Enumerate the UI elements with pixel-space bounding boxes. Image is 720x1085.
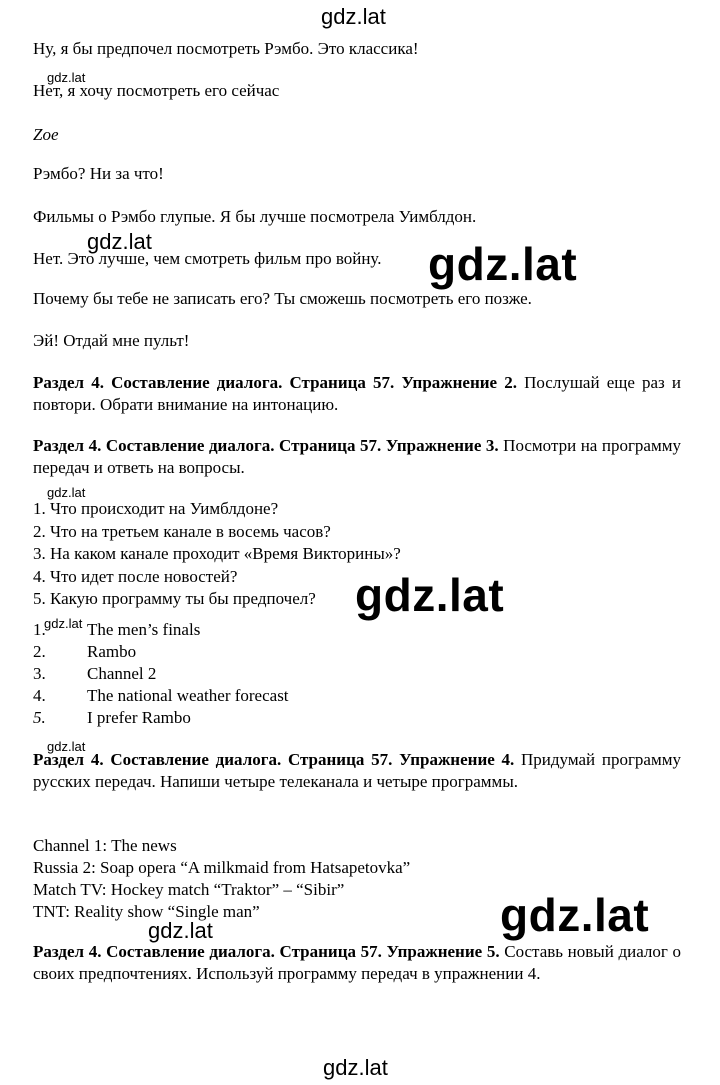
exercise-heading: Раздел 4. Составление диалога. Страница 57. Упражнение 4. xyxy=(33,750,515,769)
exercise-heading: Раздел 4. Составление диалога. Страница 57. Упражнение 5. xyxy=(33,942,500,961)
watermark: gdz.lat xyxy=(47,70,86,85)
dialogue-line: Нет. Это лучше, чем смотреть фильм про войну. xyxy=(33,249,382,268)
dialogue-line: Почему бы тебе не записать его? Ты сможешь посмотреть его позже. xyxy=(33,289,532,308)
watermark: gdz.lat xyxy=(428,238,578,290)
speaker-name: Zoe xyxy=(33,125,59,144)
exercise-4 xyxy=(33,749,681,793)
question-item: 1. Что происходит на Уимблдоне? xyxy=(33,499,279,518)
exercise-instruction: Послушай еще раз и повтори. Обрати внимание на интонацию. xyxy=(33,373,681,414)
answer-item: 2. Rambo xyxy=(33,642,137,661)
exercise-instruction: Посмотри на программу передач и ответь на вопросы. xyxy=(33,436,681,477)
watermark: gdz.lat xyxy=(323,1055,388,1080)
dialogue-line: Нет, я хочу посмотреть его сейчас xyxy=(33,81,280,100)
channel-line: Match TV: Hockey match “Traktor” – “Sibir” xyxy=(33,880,345,899)
watermark: gdz.lat xyxy=(87,229,152,254)
dialogue-line: Фильмы о Рэмбо глупые. Я бы лучше посмотрела Уимблдон. xyxy=(33,207,477,226)
exercise-3 xyxy=(33,435,681,479)
channel-line: Russia 2: Soap opera “A milkmaid from Hatsapetovka” xyxy=(33,858,411,877)
dialogue-line: Эй! Отдай мне пульт! xyxy=(33,331,190,350)
question-item: 5. Какую программу ты бы предпочел? xyxy=(33,589,316,608)
question-item: 4. Что идет после новостей? xyxy=(33,567,238,586)
exercise-2 xyxy=(33,372,681,416)
answer-item: 4. The national weather forecast xyxy=(33,686,289,705)
question-item: 2. Что на третьем канале в восемь часов? xyxy=(33,522,331,541)
exercise-instruction: Составь новый диалог о своих предпочтениях. Используй программу передач в упражнении 4. xyxy=(33,942,682,983)
answer-item: 1. The men’s finals xyxy=(33,620,201,639)
dialogue-line: Ну, я бы предпочел посмотреть Рэмбо. Это классика! xyxy=(33,39,419,58)
watermark: gdz.lat xyxy=(44,616,83,631)
exercise-5 xyxy=(33,941,681,985)
watermark: gdz.lat xyxy=(355,569,505,621)
answer-item: 3. Channel 2 xyxy=(33,664,157,683)
watermark: gdz.lat xyxy=(47,485,86,500)
question-item: 3. На каком канале проходит «Время Викторины»? xyxy=(33,544,401,563)
watermark: gdz.lat xyxy=(321,4,386,29)
channel-line: TNT: Reality show “Single man” xyxy=(33,902,260,921)
dialogue-line: Рэмбо? Ни за что! xyxy=(33,164,164,183)
watermark: gdz.lat xyxy=(500,889,650,941)
exercise-heading: Раздел 4. Составление диалога. Страница 57. Упражнение 2. xyxy=(33,373,517,392)
answer-item: 5. I prefer Rambo xyxy=(33,708,191,727)
watermark: gdz.lat xyxy=(148,918,213,943)
watermark: gdz.lat xyxy=(47,739,86,754)
exercise-heading: Раздел 4. Составление диалога. Страница 57. Упражнение 3. xyxy=(33,436,499,455)
channel-line: Channel 1: The news xyxy=(33,836,177,855)
exercise-instruction: Придумай программу русских передач. Напиши четыре телеканала и четыре программы. xyxy=(33,750,681,791)
